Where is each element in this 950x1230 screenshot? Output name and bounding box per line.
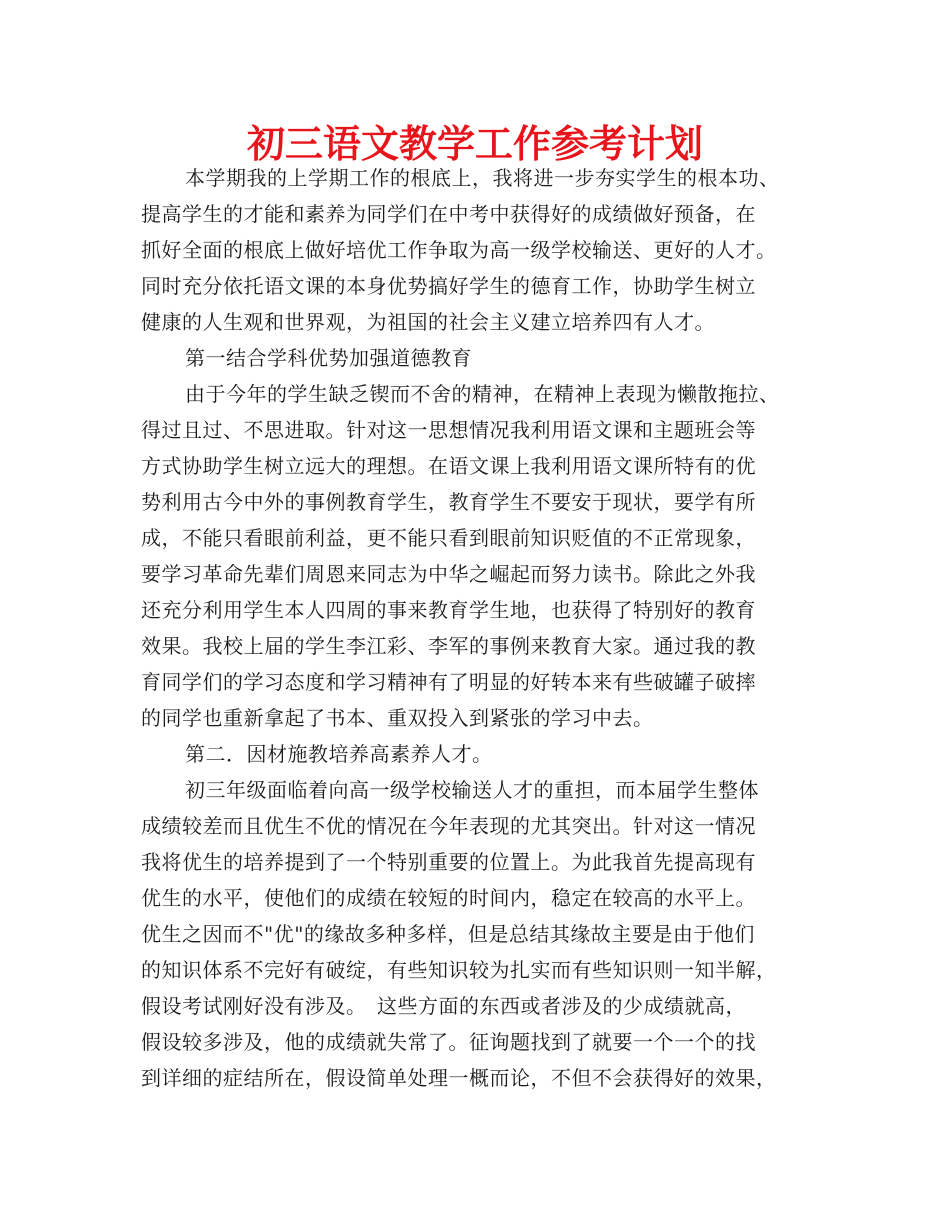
text-line: 方式协助学生树立远大的理想。在语文课上我利用语文课所特有的优	[141, 454, 756, 478]
text-line: 我将优生的培养提到了一个特别重要的位置上。为此我首先提高现有	[141, 850, 756, 874]
text-line: 本学期我的上学期工作的根底上，我将进一步夯实学生的根本功、	[185, 166, 780, 190]
document-body	[141, 160, 831, 1096]
text-line: 初三年级面临着向高一级学校输送人才的重担，而本届学生整体	[185, 778, 759, 802]
section-heading: 第二．因材施教培养高素养人才。	[185, 742, 493, 766]
text-line: 得过且过、不思进取。针对这一思想情况我利用语文课和主题班会等	[141, 418, 756, 442]
text-line: 抓好全面的根底上做好培优工作争取为高一级学校输送、更好的人才。	[141, 238, 777, 262]
text-line: 效果。我校上届的学生李江彩、李军的事例来教育大家。通过我的教	[141, 634, 756, 658]
text-line: 到详细的症结所在，假设简单处理一概而论，不但不会获得好的效果，	[141, 1066, 777, 1090]
text-line: 假设较多涉及，他的成绩就失常了。征询题找到了就要一个一个的找	[141, 1030, 756, 1054]
text-line: 假设考试刚好没有涉及。 这些方面的东西或者涉及的少成绩就高，	[141, 994, 746, 1018]
text-line: 要学习革命先辈们周恩来同志为中华之崛起而努力读书。除此之外我	[141, 562, 756, 586]
text-line: 的知识体系不完好有破绽，有些知识较为扎实而有些知识则一知半解，	[141, 958, 777, 982]
text-line: 同时充分依托语文课的本身优势搞好学生的德育工作，协助学生树立	[141, 274, 756, 298]
text-line: 还充分利用学生本人四周的事来教育学生地，也获得了特别好的教育	[141, 598, 756, 622]
text-line: 优生之因而不"优"的缘故多种多样，但是总结其缘故主要是由于他们	[141, 922, 755, 946]
text-line: 育同学们的学习态度和学习精神有了明显的好转本来有些破罐子破摔	[141, 670, 756, 694]
text-line: 由于今年的学生缺乏锲而不舍的精神，在精神上表现为懒散拖拉、	[185, 382, 780, 406]
text-line: 提高学生的才能和素养为同学们在中考中获得好的成绩做好预备，在	[141, 202, 756, 226]
text-line: 成绩较差而且优生不优的情况在今年表现的尤其突出。针对这一情况	[141, 814, 756, 838]
document-title: 初三语文教学工作参考计划	[246, 121, 703, 166]
text-line: 优生的水平，使他们的成绩在较短的时间内，稳定在较高的水平上。	[141, 886, 756, 910]
text-line: 成，不能只看眼前利益，更不能只看到眼前知识贬值的不正常现象，	[141, 526, 756, 550]
text-line: 势利用古今中外的事例教育学生，教育学生不要安于现状，要学有所	[141, 490, 756, 514]
section-heading: 第一结合学科优势加强道德教育	[185, 346, 472, 370]
text-line: 健康的人生观和世界观，为祖国的社会主义建立培养四有人才。	[141, 310, 715, 334]
text-line: 的同学也重新拿起了书本、重双投入到紧张的学习中去。	[141, 706, 654, 730]
